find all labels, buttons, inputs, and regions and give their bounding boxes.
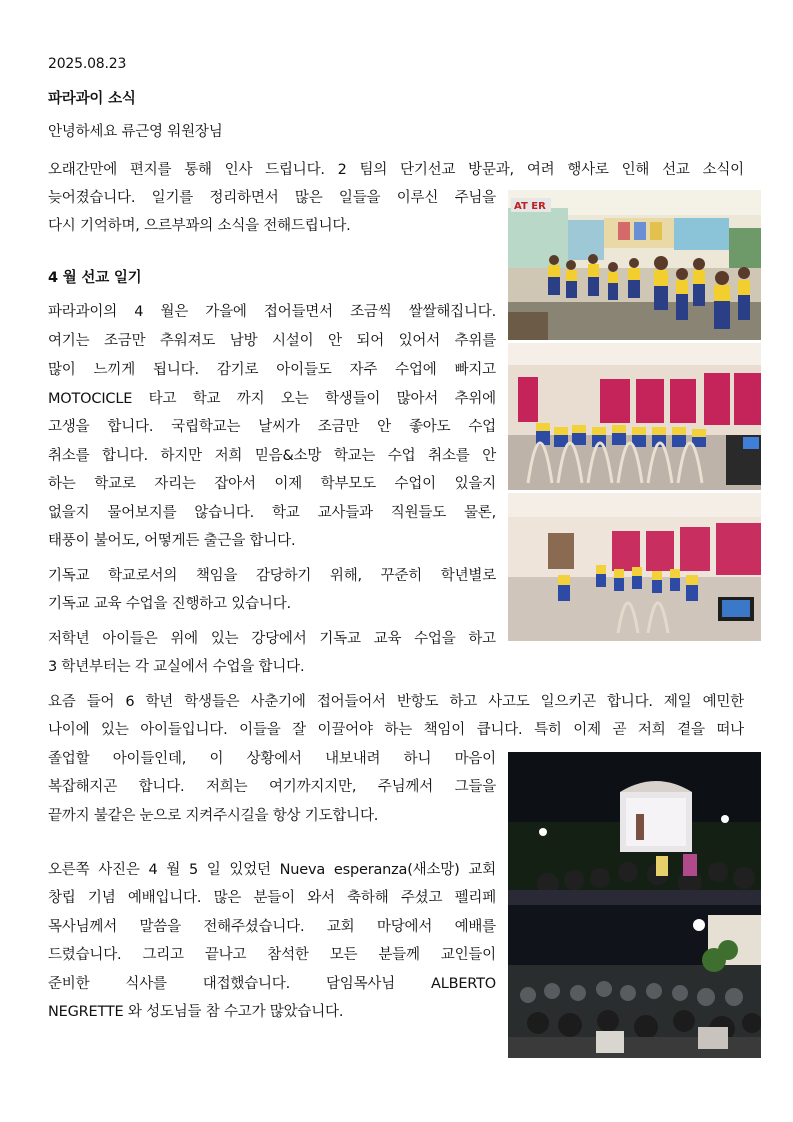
paragraph-line: 요즘 들어 6 학년 학생들은 사춘기에 접어들어서 반항도 하고 사고도 일으키곤 합니다. 제일 예민한 (48, 694, 744, 710)
paragraph-line: 고생을 합니다. 국립학교는 날씨가 조금만 안 좋아도 수업 (48, 419, 496, 435)
paragraph-line: 저학년 아이들은 위에 있는 강당에서 기독교 교육 수업을 하고 (48, 631, 496, 647)
intro-line-3: 다시 기억하며, 으르부꽈의 소식을 전해드립니다. (48, 218, 351, 234)
church-night-stage-image (508, 752, 761, 905)
hall-seated-students-photo (508, 343, 761, 490)
photo-sign-text: AT ER (514, 201, 546, 212)
paragraph-line: 하는 학교로 자리는 잡아서 이제 학부모도 수업이 있을지 (48, 476, 496, 492)
paragraph-line: 파라과이의 4 월은 가을에 접어들면서 조금씩 쌀쌀해집니다. (48, 304, 496, 320)
paragraph-line: 3 학년부터는 각 교실에서 수업을 합니다. (48, 659, 305, 675)
church-yard-crowd-image (508, 905, 761, 1058)
section-heading-april: 4 월 선교 일기 (48, 270, 142, 286)
paragraph-line: 많이 느끼게 됩니다. 감기로 아이들도 자주 수업에 빠지고 (48, 362, 496, 378)
paragraph-line: 목사님께서 말씀을 전해주셨습니다. 교회 마당에서 예배를 (48, 919, 496, 935)
paragraph-line: 기독교 교육 수업을 진행하고 있습니다. (48, 596, 291, 612)
paragraph-line: 나이에 있는 아이들입니다. 이들을 잘 이끌어야 하는 책임이 큽니다. 특히 이제 곧 저희 곁을 떠나 (48, 722, 744, 738)
paragraph-line: 오른쪽 사진은 4 월 5 일 있었던 Nueva esperanza(새소망) 교회 (48, 862, 496, 878)
classroom-dance-image (508, 190, 761, 340)
classroom-dance-photo (508, 190, 761, 340)
hall-dance-image (508, 493, 761, 641)
paragraph-line: MOTOCICLE 타고 학교 까지 오는 학생들이 많아서 추위에 (48, 391, 496, 407)
greeting: 안녕하세요 류근영 워원장님 (48, 124, 223, 140)
church-night-stage-photo (508, 752, 761, 905)
paragraph-line: 끝까지 불같은 눈으로 지켜주시길을 항상 기도합니다. (48, 808, 379, 824)
church-yard-crowd-photo (508, 905, 761, 1058)
intro-line-1: 오래간만에 편지를 통해 인사 드립니다. 2 팀의 단기선교 방문과, 여려 행사로 인해 선교 소식이 (48, 162, 744, 178)
paragraph-line: 태풍이 불어도, 어떻게든 출근을 합니다. (48, 533, 296, 549)
letter-title: 파라과이 소식 (48, 91, 136, 107)
hall-seated-students-image (508, 343, 761, 490)
paragraph-line: 준비한 식사를 대접했습니다. 담임목사님 ALBERTO (48, 976, 496, 992)
hall-dance-photo (508, 493, 761, 641)
paragraph-line: 기독교 학교로서의 책임을 감당하기 위해, 꾸준히 학년별로 (48, 568, 496, 584)
letter-date: 2025.08.23 (48, 56, 127, 72)
paragraph-line: 없을지 물어보지를 않습니다. 학교 교사들과 직원들도 물론, (48, 505, 496, 521)
intro-line-2: 늦어졌습니다. 일기를 정리하면서 많은 일들을 이루신 주님을 (48, 190, 496, 206)
paragraph-line: NEGRETTE 와 성도님들 참 수고가 많았습니다. (48, 1004, 344, 1020)
paragraph-line: 복잡해지곤 합니다. 저희는 여기까지지만, 주님께서 그들을 (48, 779, 496, 795)
paragraph-line: 창립 기념 예배입니다. 많은 분들이 와서 축하해 주셨고 펠리페 (48, 890, 496, 906)
paragraph-line: 여기는 조금만 추워져도 남방 시설이 안 되어 있어서 추위를 (48, 333, 496, 349)
paragraph-line: 취소를 합니다. 하지만 저희 믿음&소망 학교는 수업 취소를 안 (48, 448, 496, 464)
paragraph-line: 드렸습니다. 그리고 끝나고 참석한 모든 분들께 교인들이 (48, 947, 496, 963)
paragraph-line: 졸업할 아이들인데, 이 상황에서 내보내려 하니 마음이 (48, 751, 496, 767)
